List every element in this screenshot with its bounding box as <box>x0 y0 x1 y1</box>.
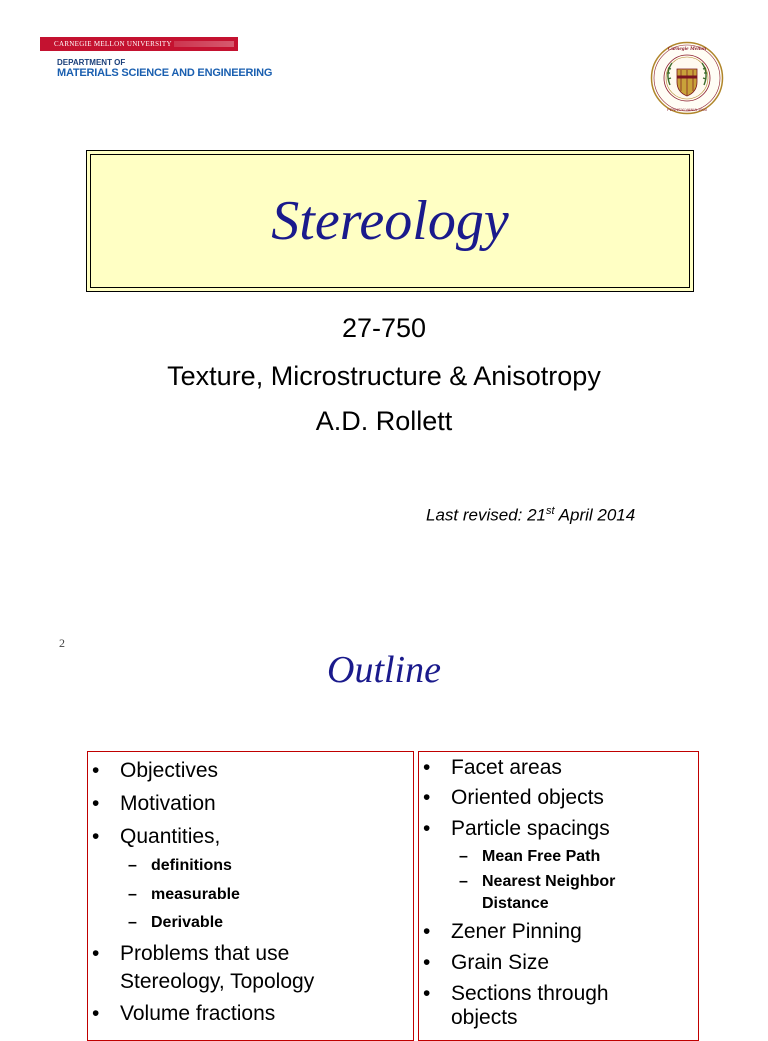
bullet-icon: • <box>423 756 431 779</box>
university-seal-icon <box>650 41 724 115</box>
bullet-icon: • <box>423 951 431 974</box>
course-number: 27-750 <box>341 313 427 343</box>
outline-title: Outline <box>327 649 441 691</box>
university-banner <box>40 37 238 51</box>
banner-fade <box>174 41 234 47</box>
outline-left-column: • Objectives • Motivation • Quantities, – definitions – measurable – Derivable • Problems that use Stereology, Topology • Volume fractions <box>87 751 414 1041</box>
dash-icon: – <box>128 857 137 874</box>
title-box <box>86 150 694 292</box>
page-number: 2 <box>59 636 65 650</box>
author-name: A.D. Rollett <box>315 406 453 436</box>
outline-right-column: • Facet areas • Oriented objects • Particle spacings – Mean Free Path – Nearest Neighbor Distance • Zener Pinning • Grain Size • Sections through objects <box>418 751 699 1041</box>
dash-icon: – <box>459 848 468 865</box>
revised-ordinal: st <box>546 505 555 517</box>
bullet-icon: • <box>423 786 431 809</box>
university-name: CARNEGIE MELLON UNIVERSITY <box>54 40 172 48</box>
svg-text:PENNSYLVANIA 1900: PENNSYLVANIA 1900 <box>667 107 707 112</box>
bullet-icon: • <box>92 759 100 782</box>
dash-icon: – <box>128 914 137 931</box>
bullet-icon: • <box>423 920 431 943</box>
bullet-icon: • <box>92 942 100 965</box>
svg-text:Carnegie Mellon: Carnegie Mellon <box>667 46 707 52</box>
department-prefix: DEPARTMENT OF <box>57 58 126 67</box>
dash-icon: – <box>459 873 468 890</box>
slide-title: Stereology <box>271 190 509 252</box>
dash-icon: – <box>128 886 137 903</box>
last-revised <box>426 505 635 526</box>
bullet-icon: • <box>423 982 431 1005</box>
revised-prefix: Last revised: 21 <box>426 505 547 525</box>
department-name: MATERIALS SCIENCE AND ENGINEERING <box>57 67 273 79</box>
bullet-icon: • <box>92 1002 100 1025</box>
bullet-icon: • <box>92 792 100 815</box>
bullet-icon: • <box>423 817 431 840</box>
revised-suffix: April 2014 <box>554 505 636 525</box>
bullet-icon: • <box>92 825 100 848</box>
course-name: Texture, Microstructure & Anisotropy <box>167 361 601 391</box>
